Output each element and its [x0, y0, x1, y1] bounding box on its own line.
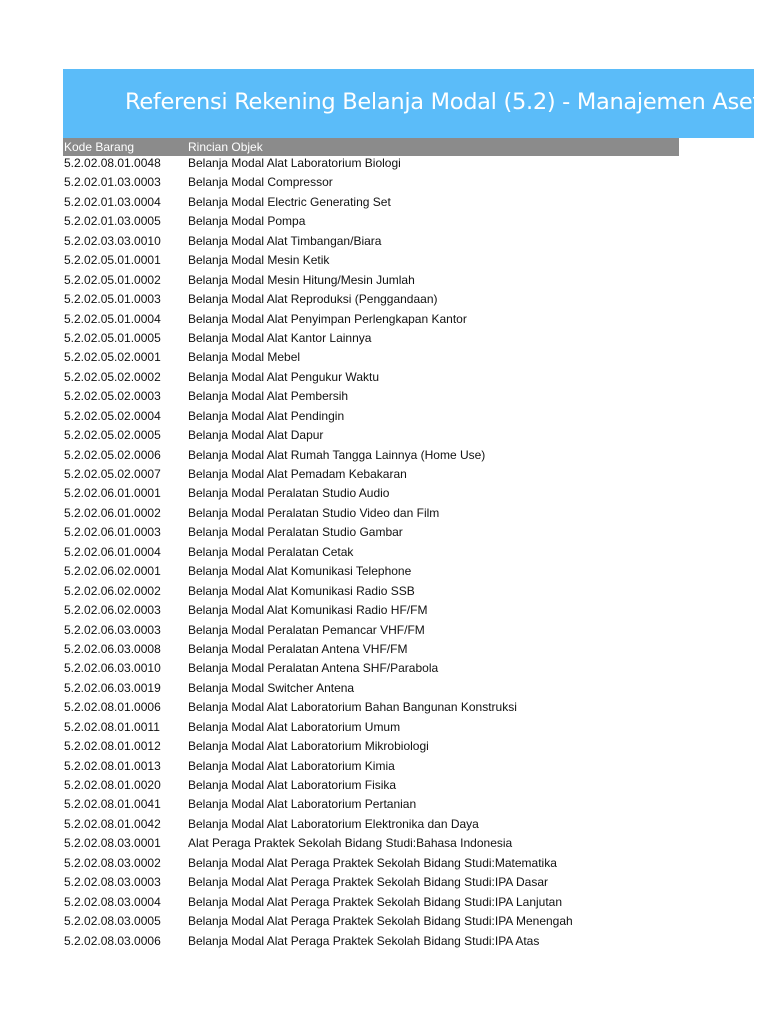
kode-barang-cell: 5.2.02.05.01.0001: [64, 253, 161, 268]
table-row: [63, 523, 703, 542]
rincian-objek-cell: Belanja Modal Alat Laboratorium Pertanian: [188, 797, 417, 812]
kode-barang-cell: 5.2.02.06.01.0004: [64, 544, 161, 559]
rincian-objek-cell: Belanja Modal Alat Laboratorium Biologi: [188, 156, 401, 170]
table-row: [63, 640, 703, 659]
title-banner: [63, 69, 761, 138]
kode-barang-cell: 5.2.02.05.02.0002: [64, 369, 161, 384]
kode-barang-cell: 5.2.02.05.02.0007: [64, 467, 161, 481]
table-row: [63, 329, 703, 348]
rincian-objek-cell: Belanja Modal Peralatan Studio Audio: [188, 486, 390, 501]
table-row: [63, 348, 703, 367]
table-row: [63, 776, 703, 795]
rincian-objek-cell: Belanja Modal Switcher Antena: [188, 680, 355, 695]
rincian-objek-cell: Belanja Modal Alat Laboratorium Bahan Bangunan Konstruksi: [188, 700, 517, 715]
rincian-objek-cell: Belanja Modal Mesin Hitung/Mesin Jumlah: [188, 272, 415, 287]
kode-barang-cell: 5.2.02.06.01.0003: [64, 525, 161, 540]
rincian-objek-cell: Belanja Modal Peralatan Pemancar VHF/FM: [188, 622, 425, 637]
column-header-kode-barang: Kode Barang: [64, 140, 135, 154]
table-row: [63, 212, 703, 231]
table-row: [63, 815, 703, 834]
kode-barang-cell: 5.2.02.06.02.0002: [64, 583, 161, 598]
table-row: [63, 387, 703, 406]
table-row: [63, 659, 703, 678]
rincian-objek-cell: Belanja Modal Alat Pemadam Kebakaran: [188, 467, 407, 481]
kode-barang-cell: 5.2.02.08.03.0005: [64, 914, 161, 929]
kode-barang-cell: 5.2.02.08.03.0006: [64, 933, 161, 948]
rincian-objek-cell: Belanja Modal Alat Pengukur Waktu: [188, 369, 379, 384]
table-row: [63, 407, 703, 426]
kode-barang-cell: 5.2.02.08.03.0001: [64, 836, 161, 851]
kode-barang-cell: 5.2.02.01.03.0004: [64, 194, 161, 209]
rincian-objek-cell: Belanja Modal Alat Reproduksi (Penggandaan): [188, 292, 438, 307]
rincian-objek-cell: Belanja Modal Alat Penyimpan Perlengkapan Kantor: [188, 311, 467, 326]
kode-barang-cell: 5.2.02.03.03.0010: [64, 233, 161, 248]
table-row: [63, 446, 703, 465]
table-row: [63, 873, 703, 892]
rincian-objek-cell: Belanja Modal Compressor: [188, 175, 333, 190]
rincian-objek-cell: Belanja Modal Mesin Ketik: [188, 253, 330, 268]
page-title: Referensi Rekening Belanja Modal (5.2) - Manajemen Aset: [125, 89, 761, 115]
table-row: [63, 271, 703, 290]
table-row: [63, 621, 703, 640]
table-row: [63, 932, 703, 951]
rincian-objek-cell: Belanja Modal Alat Peraga Praktek Sekolah Bidang Studi:IPA Menengah: [188, 914, 573, 929]
kode-barang-cell: 5.2.02.05.01.0004: [64, 311, 161, 326]
kode-barang-cell: 5.2.02.06.02.0001: [64, 564, 161, 579]
kode-barang-cell: 5.2.02.08.01.0020: [64, 778, 161, 792]
rincian-objek-cell: Belanja Modal Alat Dapur: [188, 428, 324, 443]
rincian-objek-cell: Belanja Modal Alat Peraga Praktek Sekolah Bidang Studi:IPA Lanjutan: [188, 894, 563, 909]
kode-barang-cell: 5.2.02.08.01.0006: [64, 700, 161, 715]
rincian-objek-cell: Belanja Modal Alat Komunikasi Radio SSB: [188, 583, 415, 598]
table-row: [63, 854, 703, 873]
title-clip-region: [63, 69, 761, 138]
kode-barang-cell: 5.2.02.05.02.0005: [64, 428, 161, 443]
rincian-objek-cell: Belanja Modal Peralatan Studio Gambar: [188, 525, 403, 540]
kode-barang-cell: 5.2.02.08.01.0011: [64, 719, 160, 734]
rincian-objek-cell: Belanja Modal Alat Peraga Praktek Sekolah Bidang Studi:Matematika: [188, 855, 557, 870]
table-row: [63, 718, 703, 737]
kode-barang-cell: 5.2.02.06.03.0019: [64, 680, 161, 695]
rincian-objek-cell: Belanja Modal Alat Peraga Praktek Sekolah Bidang Studi:IPA Dasar: [188, 875, 548, 890]
kode-barang-cell: 5.2.02.01.03.0003: [64, 175, 161, 190]
table-row: [63, 737, 703, 756]
kode-barang-cell: 5.2.02.06.03.0003: [64, 622, 161, 637]
kode-barang-cell: 5.2.02.08.01.0012: [64, 739, 161, 754]
kode-barang-cell: 5.2.02.01.03.0005: [64, 214, 161, 229]
table-row: [63, 698, 703, 717]
table-row: [63, 465, 703, 484]
rincian-objek-cell: Belanja Modal Alat Pendingin: [188, 408, 345, 423]
kode-barang-cell: 5.2.02.06.03.0010: [64, 661, 161, 676]
kode-barang-cell: 5.2.02.06.01.0001: [64, 486, 161, 501]
table-row: [63, 251, 703, 270]
kode-barang-cell: 5.2.02.05.02.0004: [64, 408, 161, 423]
kode-barang-cell: 5.2.02.06.03.0008: [64, 641, 161, 656]
rincian-objek-cell: Belanja Modal Alat Laboratorium Mikrobiologi: [188, 739, 429, 754]
rincian-objek-cell: Belanja Modal Peralatan Studio Video dan Film: [188, 505, 440, 520]
rincian-objek-cell: Belanja Modal Alat Laboratorium Elektronika dan Daya: [188, 816, 479, 831]
table-row: [63, 310, 703, 329]
kode-barang-cell: 5.2.02.05.01.0003: [64, 292, 161, 307]
kode-barang-cell: 5.2.02.05.02.0006: [64, 447, 161, 462]
rincian-objek-cell: Belanja Modal Alat Timbangan/Biara: [188, 233, 382, 248]
rincian-objek-cell: Belanja Modal Peralatan Cetak: [188, 544, 354, 559]
rincian-objek-cell: Belanja Modal Pompa: [188, 214, 306, 229]
table-body: [63, 154, 703, 951]
kode-barang-cell: 5.2.02.05.02.0003: [64, 389, 161, 404]
table-row: [63, 232, 703, 251]
table-row: [63, 426, 703, 445]
table-row: [63, 543, 703, 562]
kode-barang-cell: 5.2.02.08.01.0042: [64, 816, 161, 831]
rincian-objek-cell: Belanja Modal Alat Peraga Praktek Sekolah Bidang Studi:IPA Atas: [188, 933, 540, 948]
rincian-objek-cell: Belanja Modal Peralatan Antena SHF/Parabola: [188, 661, 439, 676]
table-row: [63, 290, 703, 309]
table-row: [63, 173, 703, 192]
rincian-objek-cell: Belanja Modal Alat Laboratorium Kimia: [188, 758, 395, 773]
rincian-objek-cell: Belanja Modal Alat Rumah Tangga Lainnya (Home Use): [188, 447, 486, 462]
rincian-objek-cell: Belanja Modal Electric Generating Set: [188, 194, 391, 209]
table-row: [63, 757, 703, 776]
table-row: [63, 484, 703, 503]
kode-barang-cell: 5.2.02.08.01.0041: [64, 797, 161, 812]
table-row: [63, 368, 703, 387]
kode-barang-cell: 5.2.02.08.03.0002: [64, 855, 161, 870]
table-row: [63, 834, 703, 853]
table-row: [63, 562, 703, 581]
kode-barang-cell: 5.2.02.08.03.0004: [64, 894, 161, 909]
table-row: [63, 893, 703, 912]
rincian-objek-cell: Belanja Modal Alat Laboratorium Fisika: [188, 778, 397, 792]
kode-barang-cell: 5.2.02.06.02.0003: [64, 603, 161, 618]
table-row: [63, 154, 703, 173]
kode-barang-cell: 5.2.02.06.01.0002: [64, 505, 161, 520]
rincian-objek-cell: Alat Peraga Praktek Sekolah Bidang Studi:Bahasa Indonesia: [188, 836, 513, 851]
rincian-objek-cell: Belanja Modal Alat Komunikasi Telephone: [188, 564, 412, 579]
rincian-objek-cell: Belanja Modal Alat Komunikasi Radio HF/FM: [188, 603, 428, 618]
table-row: [63, 795, 703, 814]
kode-barang-cell: 5.2.02.08.01.0048: [64, 156, 161, 170]
rincian-objek-cell: Belanja Modal Alat Kantor Lainnya: [188, 330, 372, 345]
rincian-objek-cell: Belanja Modal Peralatan Antena VHF/FM: [188, 641, 408, 656]
kode-barang-cell: 5.2.02.05.02.0001: [64, 350, 161, 365]
table-row: [63, 582, 703, 601]
table-row: [63, 679, 703, 698]
table-row: [63, 912, 703, 931]
rincian-objek-cell: Belanja Modal Alat Laboratorium Umum: [188, 719, 401, 734]
table-row: [63, 504, 703, 523]
kode-barang-cell: 5.2.02.08.01.0013: [64, 758, 161, 773]
kode-barang-cell: 5.2.02.05.01.0005: [64, 330, 161, 345]
table-row: [63, 193, 703, 212]
rincian-objek-cell: Belanja Modal Alat Pembersih: [188, 389, 349, 404]
column-header-rincian-objek: Rincian Objek: [188, 140, 263, 154]
rincian-objek-cell: Belanja Modal Mebel: [188, 350, 301, 365]
kode-barang-cell: 5.2.02.08.03.0003: [64, 875, 161, 890]
kode-barang-cell: 5.2.02.05.01.0002: [64, 272, 161, 287]
table-row: [63, 601, 703, 620]
